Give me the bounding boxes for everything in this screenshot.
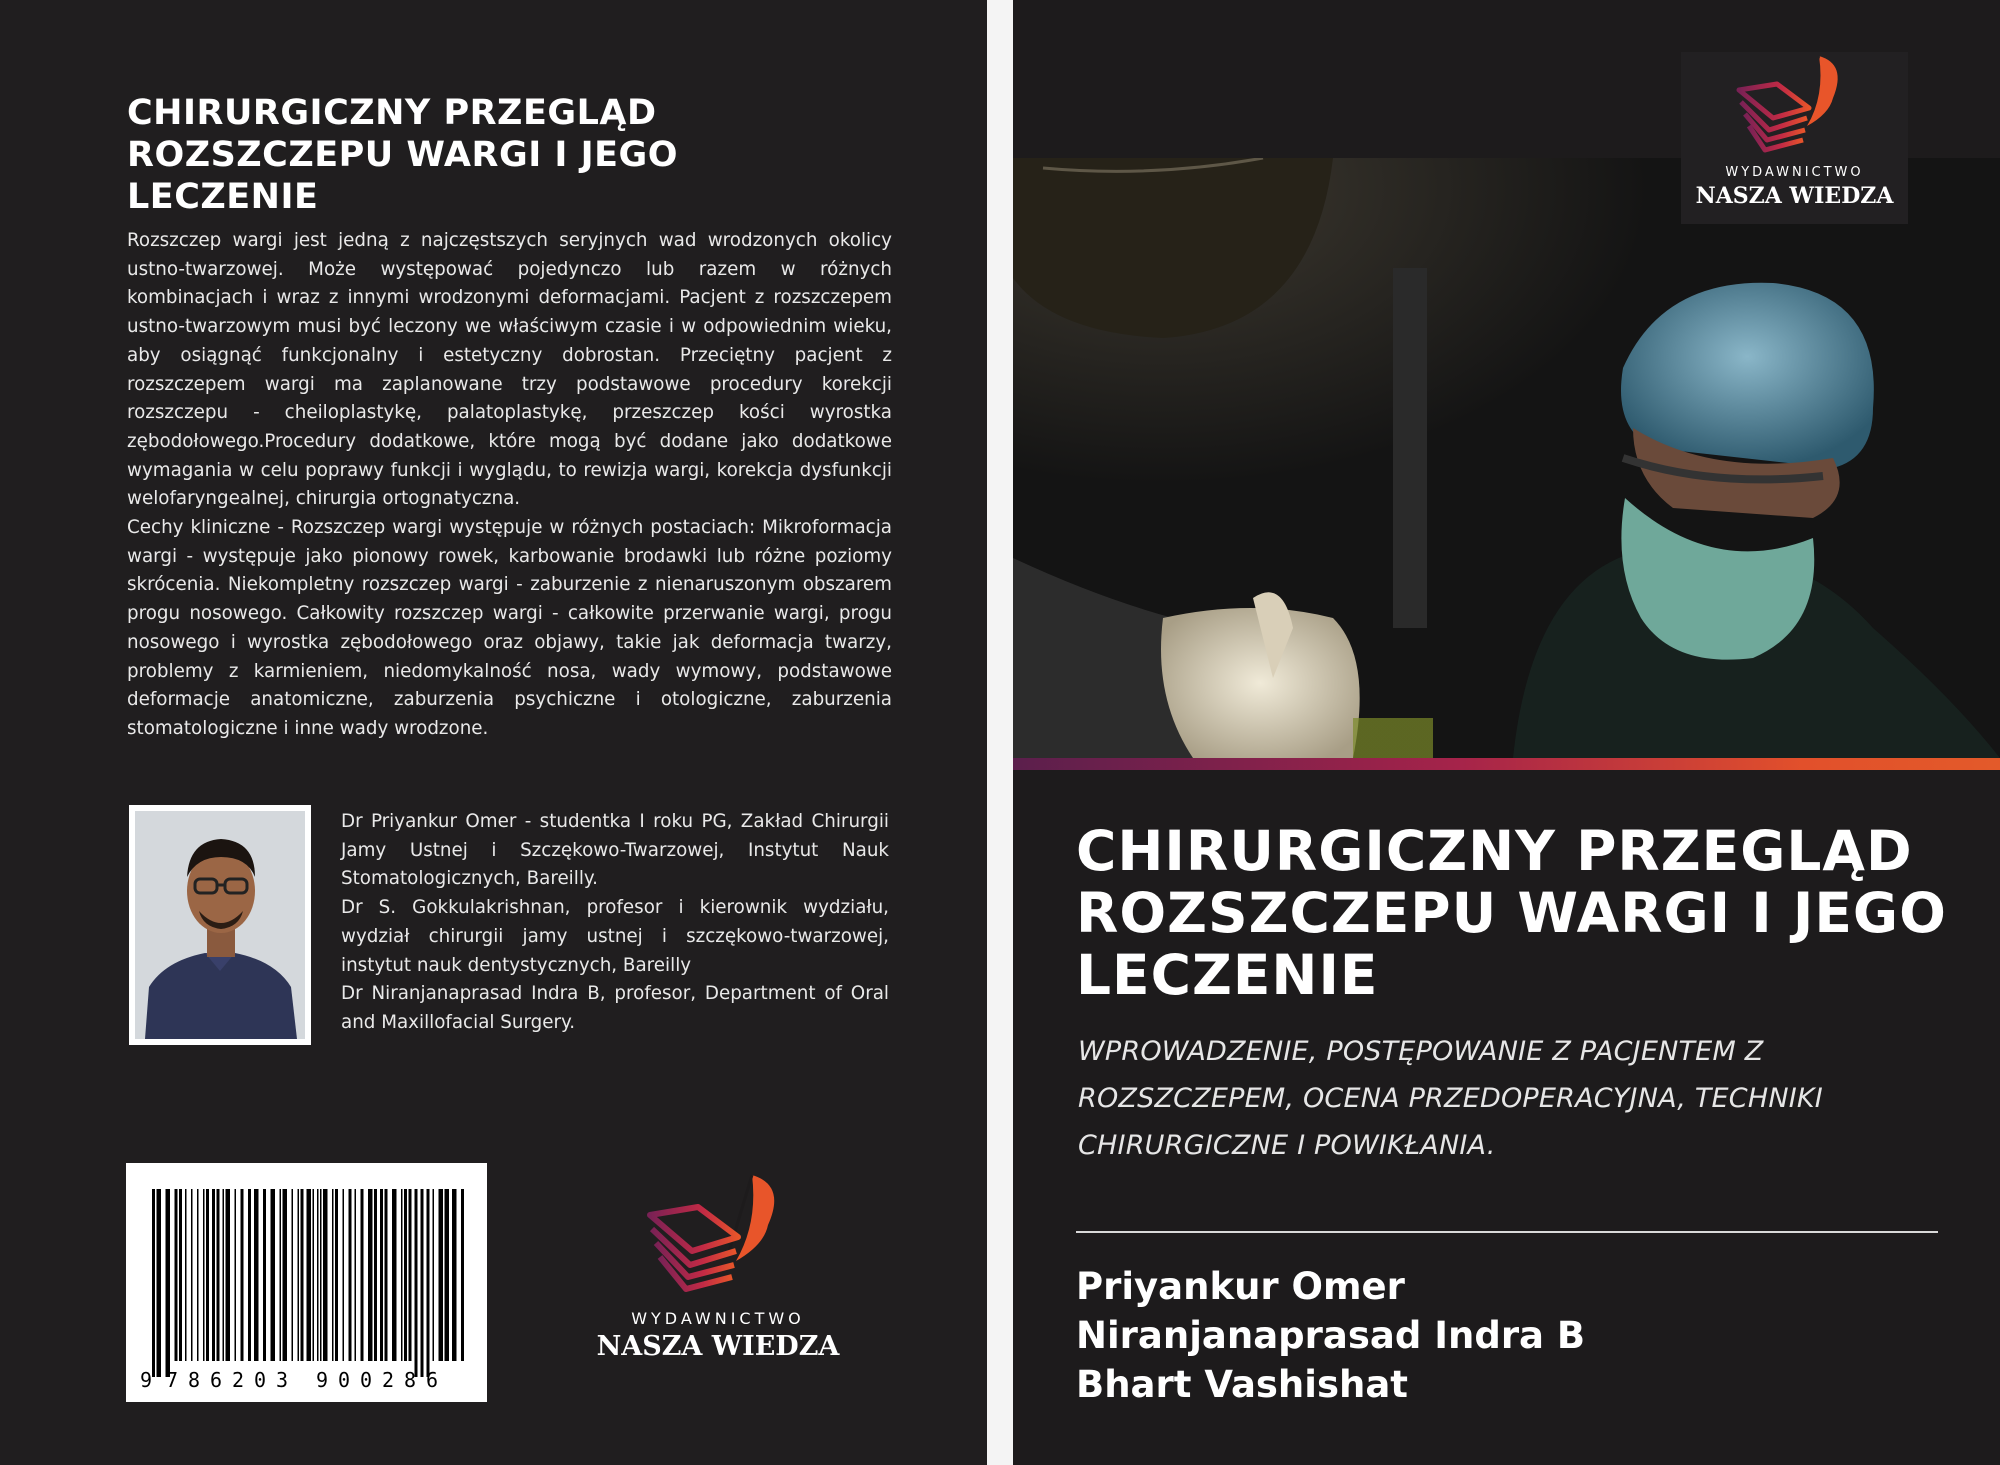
book-quill-logo-icon xyxy=(588,1165,848,1305)
barcode-bar xyxy=(217,1189,220,1361)
back-cover-blurb xyxy=(127,227,892,744)
barcode-bar xyxy=(223,1189,225,1361)
barcode-bar xyxy=(271,1189,276,1361)
front-cover-subtitle: WPROWADZENIE, POSTĘPOWANIE Z PACJENTEM Z ROZSZCZEPEM, OCENA PRZEDOPERACYJNA, TECHNIKI CHIRURGICZNE I POWIKŁANIA. xyxy=(1078,1036,1823,1161)
barcode-bar xyxy=(292,1189,294,1361)
barcode-bar xyxy=(203,1189,205,1361)
publisher-logo-back xyxy=(588,1165,848,1365)
barcode-bar xyxy=(263,1189,266,1361)
barcode-bar xyxy=(206,1189,209,1361)
isbn-digit: 6 xyxy=(210,1368,223,1392)
isbn-digit: 6 xyxy=(426,1368,439,1392)
barcode-bar xyxy=(241,1189,244,1361)
barcode-bar xyxy=(452,1189,457,1361)
isbn-digit: 9 xyxy=(316,1368,329,1392)
barcode-bar xyxy=(433,1189,435,1361)
publisher-line1: WYDAWNICTWO xyxy=(631,1309,805,1328)
barcode-bar xyxy=(401,1189,403,1361)
blurb-paragraph: Cechy kliniczne - Rozszczep wargi występuje w różnych postaciach: Mikroformacja wargi - występuje jako pionowy rowek, karbowanie brodawki lub różne poziomy skrócenia. Niekompletny rozszczep wargi - zaburzenie z nienaruszonym obszarem progu nosowego. Całkowity rozszczep wargi - całkowite przerwanie wargi, progu nosowego i wyrostka zębodołowego oraz objawy, takie jak deformacja twarzy, problemy z karmieniem, niedomykalność nosa, wady wymowy, podstawowe deformacje anatomiczne, zaburzenia psychiczne i otologiczne, zaburzenia stomatologiczne i inne wady wrodzone. xyxy=(127,517,892,739)
barcode-bar xyxy=(301,1189,304,1361)
barcode-bar xyxy=(313,1189,315,1361)
barcode-bar xyxy=(355,1189,357,1361)
divider-rule xyxy=(1076,1231,1938,1233)
barcode-bar xyxy=(404,1189,407,1361)
isbn-digit: 9 xyxy=(140,1368,153,1392)
barcode-bar xyxy=(343,1189,345,1361)
barcode-bar xyxy=(409,1189,412,1361)
barcode-bar xyxy=(332,1189,334,1361)
barcode-bar xyxy=(166,1189,171,1377)
barcode-bar xyxy=(185,1189,187,1361)
author-bios xyxy=(341,808,889,1038)
barcode-bar xyxy=(445,1189,450,1361)
isbn-digit: 3 xyxy=(276,1368,289,1392)
barcode-bar xyxy=(421,1189,424,1377)
barcode-bar xyxy=(320,1189,322,1361)
publisher-line2: NASZA WIEDZA xyxy=(1695,183,1894,209)
barcode-bar xyxy=(323,1189,328,1361)
barcode-bar xyxy=(283,1189,288,1361)
accent-bar xyxy=(1013,758,2000,770)
barcode-bar xyxy=(197,1189,199,1361)
barcode-bar xyxy=(298,1189,300,1361)
barcode-bar xyxy=(461,1189,464,1361)
author-name: Niranjanaprasad Indra B xyxy=(1076,1314,1586,1357)
author-bio: Dr Priyankur Omer - studentka I roku PG, Zakład Chirurgii Jamy Ustnej i Szczękowo-Twarzowej, Instytut Nauk Stomatologicznych, Bareilly. xyxy=(341,811,889,890)
barcode-bar xyxy=(307,1189,312,1361)
cover-gap xyxy=(987,0,1013,1465)
cover-photo-surgeon xyxy=(1013,158,2000,758)
barcode-bar xyxy=(439,1189,444,1361)
barcode-bar xyxy=(157,1189,162,1377)
publisher-line2: NASZA WIEDZA xyxy=(596,1331,840,1362)
barcode-bar xyxy=(248,1189,251,1361)
publisher-logo-front xyxy=(1681,52,1908,224)
barcode-bar xyxy=(191,1189,193,1361)
barcode-bar xyxy=(385,1189,388,1361)
back-cover-title: CHIRURGICZNY PRZEGLĄD ROZSZCZEPU WARGI I JEGO LECZENIE xyxy=(127,93,679,217)
isbn-digit: 8 xyxy=(188,1368,201,1392)
blurb-paragraph: Rozszczep wargi jest jedną z najczęstszych seryjnych wad wrodzonych okolicy ustno-twarzowej. Może występować pojedynczo lub razem w różnych kombinacjach i wraz z innymi wrodzonymi deformacjami. Pacjent z rozszczepem ustno-twarzowym musi być leczony we właściwym czasie i w odpowiednim wieku, aby osiągnąć funkcjonalny i estetyczny dobrostan. Przeciętny pacjent z rozszczepem wargi ma zaplanowane trzy podstawowe procedury korekcji rozszczepu - cheiloplastykę, palatoplastykę, przeszczep kości wyrostka zębodołowego.Procedury dodatkowe, które mogą być dodane jako dodatkowe wymagania w celu poprawy funkcji i wyglądu, to rewizja wargi, korekcja dysfunkcji welofaryngealnej, chirurgia ortognatyczna. xyxy=(127,230,892,510)
barcode-bar xyxy=(335,1189,338,1361)
author-list xyxy=(1076,1262,1585,1409)
barcode-bar xyxy=(368,1189,373,1361)
isbn-digit: 0 xyxy=(360,1368,373,1392)
barcode-bar xyxy=(392,1189,397,1361)
author-name: Bhart Vashishat xyxy=(1076,1363,1408,1406)
author-photo xyxy=(129,805,311,1045)
barcode-bar xyxy=(280,1189,282,1361)
author-name: Priyankur Omer xyxy=(1076,1265,1405,1308)
barcode-bar xyxy=(380,1189,383,1361)
isbn-digit: 0 xyxy=(338,1368,351,1392)
front-cover-title: CHIRURGICZNY PRZEGLĄD ROZSZCZEPU WARGI I JEGO LECZENIE xyxy=(1076,819,1947,1007)
barcode-bar xyxy=(415,1189,418,1377)
book-quill-logo-icon xyxy=(1681,52,1908,162)
barcode-bar xyxy=(374,1189,377,1361)
barcode-bar xyxy=(226,1189,231,1361)
barcode-bar xyxy=(317,1189,319,1361)
barcode-bar xyxy=(235,1189,237,1361)
isbn-barcode xyxy=(126,1163,487,1402)
isbn-digit: 0 xyxy=(254,1368,267,1392)
barcode-bar xyxy=(175,1189,178,1361)
publisher-line1: WYDAWNICTWO xyxy=(1725,165,1864,180)
author-bio: Dr S. Gokkulakrishnan, profesor i kierownik wydziału, wydział chirurgii jamy ustnej i szczękowo-twarzowej, instytut nauk dentystycznych, Bareilly xyxy=(341,897,889,976)
barcode-bar xyxy=(254,1189,259,1361)
isbn-digit: 2 xyxy=(232,1368,245,1392)
barcode-bar xyxy=(349,1189,352,1361)
barcode-bar xyxy=(361,1189,364,1361)
isbn-digit: 2 xyxy=(382,1368,395,1392)
barcode-bar xyxy=(427,1189,430,1377)
barcode-bar xyxy=(212,1189,215,1361)
author-bio: Dr Niranjanaprasad Indra B, profesor, Department of Oral and Maxillofacial Surgery. xyxy=(341,983,889,1033)
barcode-bar xyxy=(179,1189,182,1361)
isbn-digit: 7 xyxy=(166,1368,179,1392)
barcode-bar xyxy=(152,1189,155,1377)
isbn-digit: 8 xyxy=(404,1368,417,1392)
